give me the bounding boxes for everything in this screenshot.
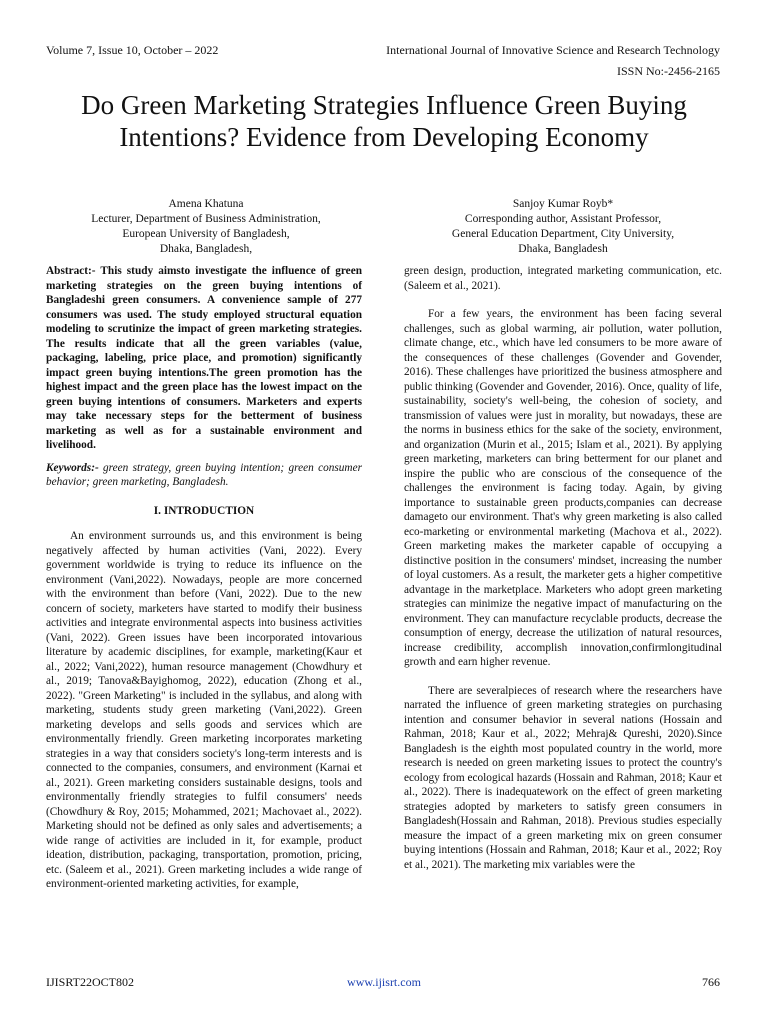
section-heading-introduction: I. INTRODUCTION — [153, 504, 255, 517]
body-paragraph: An environment surrounds us, and this environment is being negatively affected by human activities (Vani, 2022). Every government worldwide is trying to reduce its influence on the environment (Vani,2022). Nowadays, people are more concerned with the environment than before (Vani, 2022). Due to the new concern of society, marketers have started to modify their business activities and integrate environmental aspects into business activities (Vani, 2022). Green issues have been incorporated intovarious literature by academic disciplines, for example, marketing(Kaur et al., 2022; Vani,2022), human resource management (Chowdhury et al., 2019; Tanova&Bayighomog, 2022), education (Zhong et al., 2022). "Green Marketing" is included in the syllabus, and along with marketing, students study green marketing (Vani,2022). Green marketing develops and sells goods and services which are environmentally friendly. Green marketing incorporates marketing strategies in a way that considers society's long-term interests and is connected to the companies, consumers, and environment (Karnai et al., 2021). Green marketing considers sustainable designs, tools and environmentally friendly strategies to fulfil consumers' needs (Chowdhury & Roy, 2015; Mohammed, 2021; Machovaet al., 2022). Marketing should not be defined as only sales and advertisements; a wide range of activities are included in it, for example, product ideation, distribution, packaging, transportation, promotion, pricing, etc. (Saleem et al., 2021). Green marketing includes a wide range of environment-oriented marketing activities, for example, — [46, 530, 362, 890]
body-paragraph: green design, production, integrated marketing communication, etc. (Saleem et al., 2021). — [404, 265, 722, 292]
author-name: Sanjoy Kumar Royb* — [512, 198, 614, 210]
keywords-text: green strategy, green buying intention; green consumer behavior; green marketing, Bangladesh. — [46, 461, 362, 488]
body-paragraph: For a few years, the environment has been facing several challenges, such as global warming, air pollution, water pollution, climate change, etc., which have led consumers to be more aware of the consequences of these challenges (Govender and Govender, 2016). These challenges have prioritized the business atmosphere and public thinking (Govender and Govender, 2016). Once, quality of life, sustainability, society's well-being, the cohesion of society, and transmission of values were just in morality, but nowadays, these are the norms in business ethics for the sake of the society, environment, and organization (Murin et al., 2015; Islam et al., 2021). By applying green marketing, marketers can bring betterment for our planet and inspire the public who are conscious of the consequence of the challenges the environment is facing today. Again, by giving importance to sustainable green products,companies can decrease damageto our environment. That's why green marketing is also called eco-marketing or environmental marketing (Machova et al., 2022). Green marketing makes the marketer capable of occupying a distinctive position in the consumers' mindset, increasing the number of loyal customers. As a result, the marketer gets a higher competitive advantage in the marketplace. Marketers who adopt green marketing strategies can minimize the negative impact of manufacturing on the environment. They can manufacture recyclable products, decrease the consumption of energy, decrease the utilization of natural resources, increase credibility, accomplish innovation,confirmlongitudinal growth and earn higher revenue. — [404, 308, 722, 668]
paper-id-footer: IJISRT22OCT802 — [46, 975, 134, 989]
paper-title: Do Green Marketing Strategies Influence Green Buying Intentions? Evidence from Developing Economy — [81, 90, 687, 152]
author-name: Amena Khatuna — [168, 198, 244, 210]
author-affiliation-line: Dhaka, Bangladesh — [518, 243, 608, 255]
journal-name-header: International Journal of Innovative Science and Research Technology — [386, 43, 720, 57]
author-affiliation-line: Corresponding author, Assistant Professor, — [464, 213, 662, 225]
author-affiliation-line: Dhaka, Bangladesh, — [159, 243, 253, 255]
left-column — [46, 264, 362, 892]
author-block-2 — [402, 197, 724, 257]
journal-website-link[interactable]: www.ijisrt.com — [347, 975, 421, 989]
journal-volume-header: Volume 7, Issue 10, October – 2022 — [46, 43, 219, 57]
body-paragraph: There are severalpieces of research where the researchers have narrated the influence of green marketing strategies on purchasing intention and consumer behavior in several nations (Hossain and Rahman, 2018; Kaur et al., 2022; Mehraj& Qureshi, 2020).Since Bangladesh is the eighth most populated country in the world, more research is needed on green marketing issues to protect the country's ecology from ecological hazards (Hossain and Rahman, 2018; Kaur et al., 2022). There is inadequatework on the effect of green marketing strategies adopted by marketers to satisfy green consumers in Bangladesh(Hossain and Rahman, 2018). Previous studies especially measure the impact of a green marketing mix on green consumer buying intentions (Hossain and Rahman, 2018; Kaur et al., 2022; Roy et al., 2021). The marketing mix variables were the — [404, 684, 722, 871]
author-affiliation-line: Lecturer, Department of Business Administration, — [91, 213, 321, 225]
abstract: Abstract:- This study aimsto investigate the influence of green marketing strategies on the green buying intentions of Bangladeshi green consumers. A convenience sample of 277 consumers was used. The study employed structural equation modeling to scrutinize the impact of green marketing strategies. The results indicate that all the green variables (value, packaging, labeling, price place, and promotion) significantly impact green buying intentions.The green promotion has the highest impact and the green place has the lowest impact on the green buying intentions of consumers. Marketers and experts may take necessary steps for the betterment of business marketing as well as for a sustainable environment and livelihood. — [46, 265, 362, 451]
page-number: 766 — [702, 975, 720, 989]
issn-header: ISSN No:-2456-2165 — [616, 64, 720, 78]
author-affiliation-line: General Education Department, City University, — [451, 228, 675, 240]
keywords-label: Keywords:- — [46, 461, 99, 474]
author-block-1 — [46, 197, 366, 257]
keywords — [46, 461, 362, 490]
right-column — [404, 264, 722, 872]
author-affiliation-line: European University of Bangladesh, — [122, 228, 290, 240]
